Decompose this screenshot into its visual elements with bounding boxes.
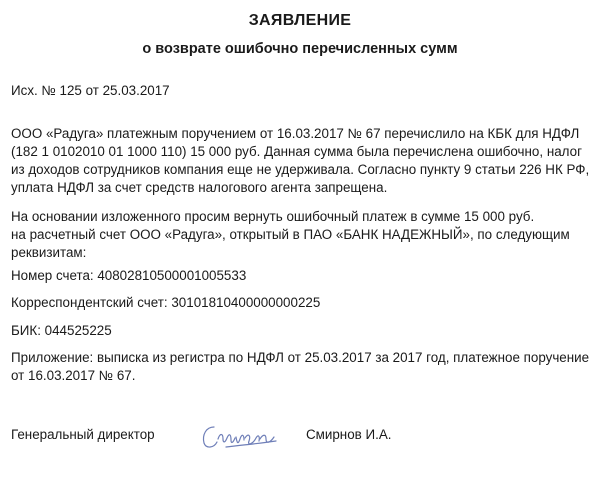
paragraph1-line-4: уплата НДФЛ за счет средств налогового агента запрещена.: [11, 180, 388, 195]
signature-row: [0, 419, 600, 459]
document-title: ЗАЯВЛЕНИЕ: [248, 12, 352, 29]
account-number: Номер счета: 40802810500001005533: [11, 268, 247, 283]
paragraph1-line-2: (182 1 0102010 01 1000 110) 15 000 руб. Данная сумма была перечислена ошибочно, налог: [11, 144, 582, 159]
paragraph2-line-1: На основании изложенного просим вернуть ошибочный платеж в сумме 15 000 руб.: [11, 209, 535, 224]
paragraph2-line-2: на расчетный счет ООО «Радуга», открытый в ПАО «БАНК НАДЕЖНЫЙ», по следующим: [11, 227, 570, 242]
handwritten-signature-icon: [196, 419, 284, 453]
paragraph2-line-3: реквизитам:: [11, 245, 87, 260]
paragraph1-line-3: из доходов сотрудников компания еще не удерживала. Согласно пункту 9 статьи 226 НК РФ,: [11, 162, 590, 177]
signatory-title: Генеральный директор: [11, 427, 155, 442]
document-subtitle: о возврате ошибочно перечисленных сумм: [142, 41, 458, 57]
paragraph1-line-1: ООО «Радуга» платежным поручением от 16.03.2017 № 67 перечислило на КБК для НДФЛ: [11, 126, 580, 141]
attachment-line-1: Приложение: выписка из регистра по НДФЛ от 25.03.2017 за 2017 год, платежное поручение: [11, 350, 590, 365]
signatory-name: Смирнов И.А.: [306, 427, 392, 442]
attachment-line-2: от 16.03.2017 № 67.: [11, 368, 136, 383]
bank-bik: БИК: 044525225: [11, 323, 112, 338]
outgoing-reference: Исх. № 125 от 25.03.2017: [11, 83, 170, 98]
correspondent-account: Корреспондентский счет: 30101810400000000225: [11, 295, 321, 310]
